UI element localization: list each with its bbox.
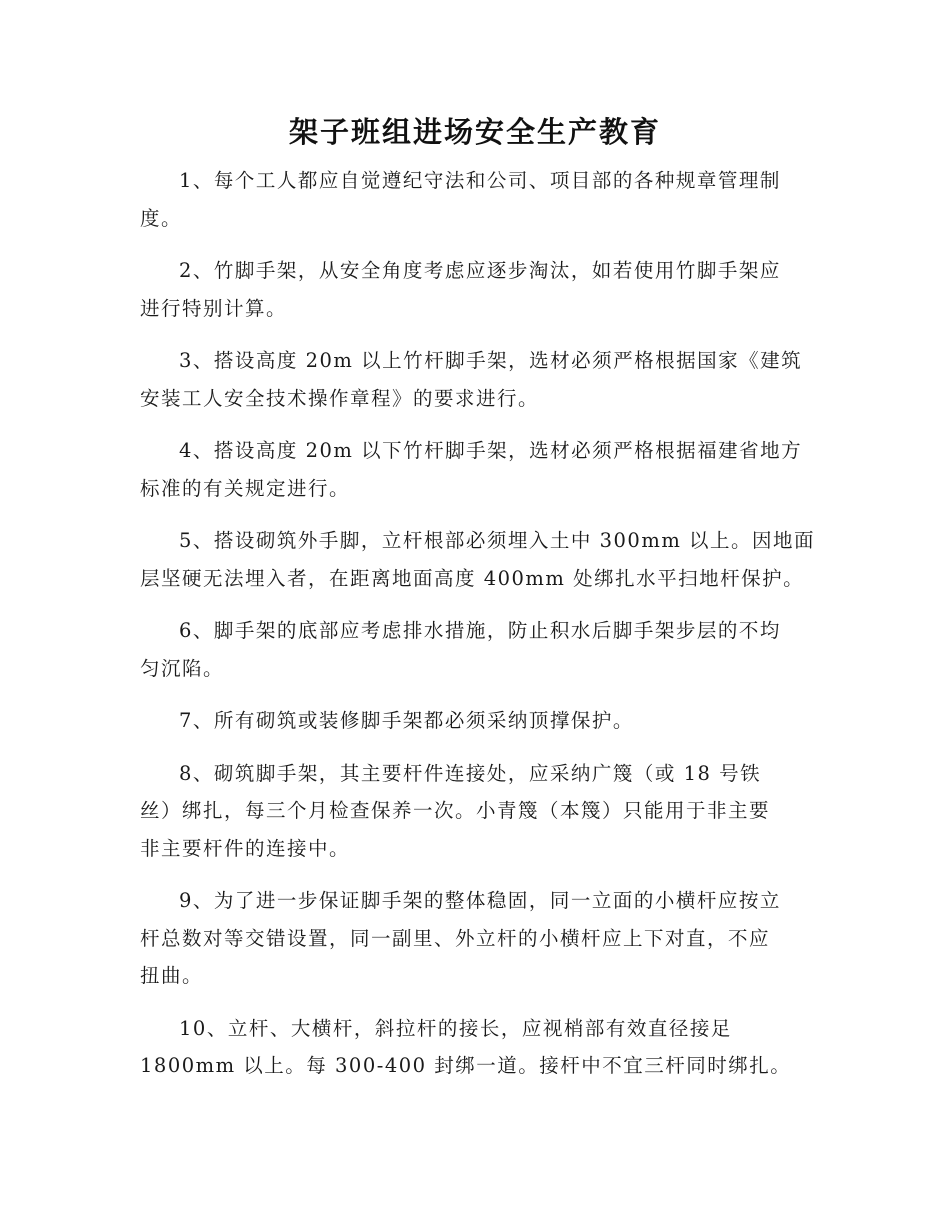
paragraph-line: 非主要杆件的连接中。 <box>140 836 351 860</box>
paragraph-line: 4、搭设高度 20m 以下竹杆脚手架，选材必须严格根据福建省地方 <box>179 439 803 462</box>
paragraph-7 <box>140 702 806 740</box>
paragraph-line: 层坚硬无法埋入者，在距离地面高度 400mm 处绑扎水平扫地杆保护。 <box>140 566 805 590</box>
paragraph-10 <box>140 1010 806 1085</box>
paragraph-line: 扭曲。 <box>140 964 204 987</box>
document-body <box>140 162 816 1100</box>
paragraph-line: 匀沉陷。 <box>140 656 225 680</box>
document-title: 架子班组进场安全生产教育 <box>288 115 661 149</box>
paragraph-3 <box>140 342 806 417</box>
paragraph-line: 进行特别计算。 <box>140 296 288 320</box>
paragraph-line: 2、竹脚手架，从安全角度考虑应逐步淘汰，如若使用竹脚手架应 <box>179 259 781 282</box>
paragraph-line: 10、立杆、大横杆，斜拉杆的接长，应视梢部有效直径接足 <box>179 1016 732 1040</box>
paragraph-line: 丝）绑扎，每三个月检查保养一次。小青篾（本篾）只能用于非主要 <box>140 799 771 822</box>
paragraph-line: 杆总数对等交错设置，同一副里、外立杆的小横杆应上下对直，不应 <box>140 926 771 950</box>
paragraph-line: 1800mm 以上。每 300-400 封绑一道。接杆中不宜三杆同时绑扎。 <box>140 1054 792 1077</box>
paragraph-line: 8、砌筑脚手架，其主要杆件连接处，应采纳广篾（或 18 号铁 <box>179 761 762 785</box>
paragraph-4 <box>140 432 806 507</box>
paragraph-line: 标准的有关规定进行。 <box>140 476 351 500</box>
paragraph-line: 安装工人安全技术操作章程》的要求进行。 <box>140 386 540 410</box>
paragraph-9 <box>140 882 806 995</box>
paragraph-line: 6、脚手架的底部应考虑排水措施，防止积水后脚手架步层的不均 <box>179 619 781 642</box>
paragraph-line: 度。 <box>140 206 183 230</box>
paragraph-1 <box>140 162 806 237</box>
paragraph-2 <box>140 252 806 327</box>
paragraph-line: 9、为了进一步保证脚手架的整体稳固，同一立面的小横杆应按立 <box>179 889 781 912</box>
paragraph-line: 3、搭设高度 20m 以上竹杆脚手架，选材必须严格根据国家《建筑 <box>179 349 803 372</box>
paragraph-5 <box>140 522 816 597</box>
paragraph-line: 7、所有砌筑或装修脚手架都必须采纳顶撑保护。 <box>179 709 634 732</box>
paragraph-line: 5、搭设砌筑外手脚，立杆根部必须埋入土中 300mm 以上。因地面 <box>179 529 816 552</box>
paragraph-8 <box>140 755 806 868</box>
paragraph-6 <box>140 612 806 687</box>
paragraph-line: 1、每个工人都应自觉遵纪守法和公司、项目部的各种规章管理制 <box>179 169 781 192</box>
